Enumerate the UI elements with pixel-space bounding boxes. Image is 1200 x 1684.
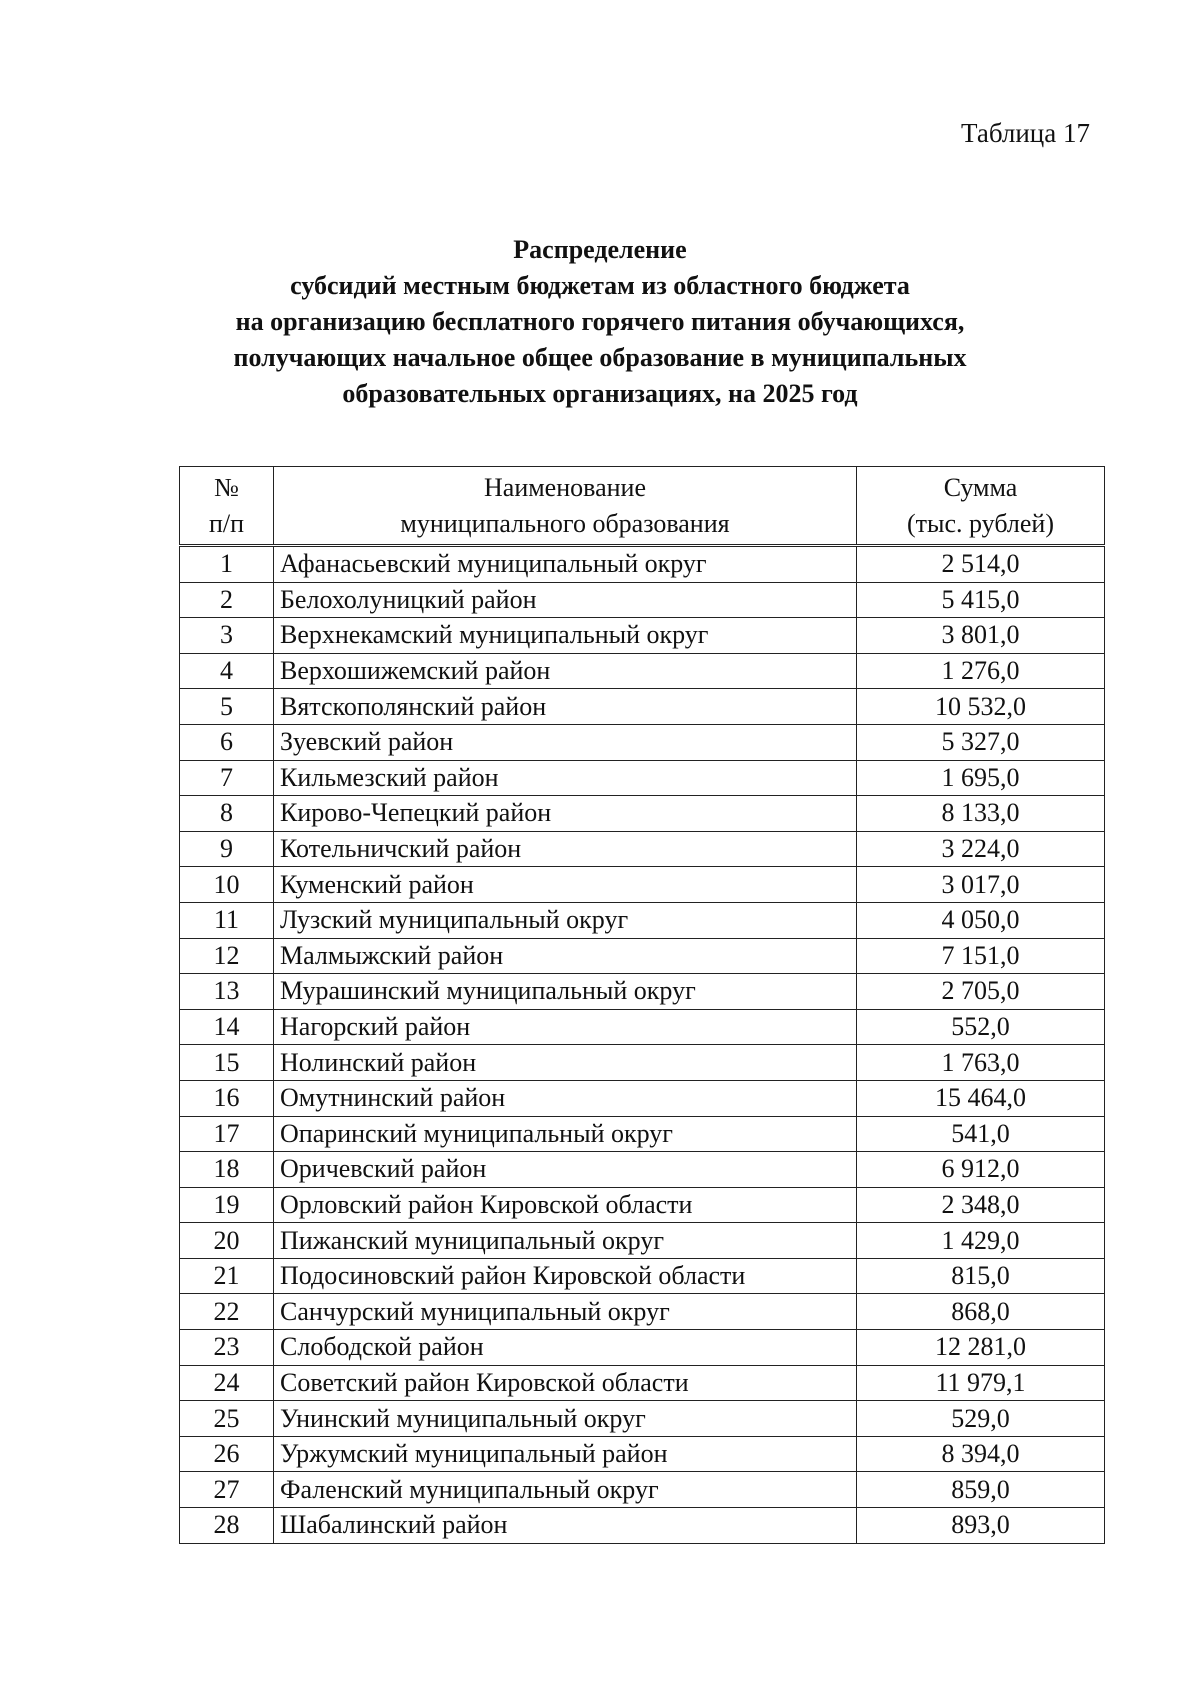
- table-row: [180, 1401, 1105, 1437]
- row-sum-cell: 12 281,0: [857, 1330, 1105, 1366]
- row-sum-cell: 3 017,0: [857, 867, 1105, 903]
- row-number-cell: 6: [180, 724, 274, 760]
- row-number-cell: 14: [180, 1009, 274, 1045]
- row-name-cell: Опаринский муниципальный округ: [274, 1116, 857, 1152]
- row-sum-cell: 552,0: [857, 1009, 1105, 1045]
- header-number: [180, 467, 274, 546]
- row-name-cell: Слободской район: [274, 1330, 857, 1366]
- row-sum-cell: 11 979,1: [857, 1365, 1105, 1401]
- row-number-cell: 26: [180, 1436, 274, 1472]
- row-name-cell: Оричевский район: [274, 1152, 857, 1188]
- table-row: [180, 796, 1105, 832]
- table-row: [180, 1152, 1105, 1188]
- row-name-cell: Вятскополянский район: [274, 689, 857, 725]
- row-number-cell: 9: [180, 831, 274, 867]
- row-sum-cell: 1 276,0: [857, 653, 1105, 689]
- table-row: [180, 618, 1105, 654]
- table-row: [180, 938, 1105, 974]
- table-row: [180, 974, 1105, 1010]
- row-sum-cell: 6 912,0: [857, 1152, 1105, 1188]
- table-row: [180, 689, 1105, 725]
- row-sum-cell: 1 695,0: [857, 760, 1105, 796]
- table-row: [180, 831, 1105, 867]
- header-row: [180, 467, 1105, 546]
- row-name-cell: Орловский район Кировской области: [274, 1187, 857, 1223]
- title-line-1: Распределение: [513, 235, 687, 264]
- row-number-cell: 24: [180, 1365, 274, 1401]
- row-sum-cell: 5 327,0: [857, 724, 1105, 760]
- row-name-cell: Котельничский район: [274, 831, 857, 867]
- table-row: [180, 902, 1105, 938]
- row-number-cell: 3: [180, 618, 274, 654]
- row-sum-cell: 3 224,0: [857, 831, 1105, 867]
- row-sum-cell: 10 532,0: [857, 689, 1105, 725]
- table-row: [180, 1258, 1105, 1294]
- table-row: [180, 1436, 1105, 1472]
- row-number-cell: 1: [180, 546, 274, 583]
- table-number-label: Таблица 17: [961, 118, 1090, 148]
- row-name-cell: Верхнекамский муниципальный округ: [274, 618, 857, 654]
- row-sum-cell: 868,0: [857, 1294, 1105, 1330]
- row-sum-cell: 15 464,0: [857, 1080, 1105, 1116]
- row-name-cell: Фаленский муниципальный округ: [274, 1472, 857, 1508]
- row-sum-cell: 1 763,0: [857, 1045, 1105, 1081]
- table-row: [180, 1187, 1105, 1223]
- row-sum-cell: 815,0: [857, 1258, 1105, 1294]
- row-number-cell: 11: [180, 902, 274, 938]
- row-sum-cell: 2 514,0: [857, 546, 1105, 583]
- row-sum-cell: 7 151,0: [857, 938, 1105, 974]
- row-number-cell: 21: [180, 1258, 274, 1294]
- document-title: [0, 232, 1200, 412]
- table-row: [180, 582, 1105, 618]
- row-number-cell: 4: [180, 653, 274, 689]
- subsidy-table: [179, 466, 1105, 1544]
- row-number-cell: 5: [180, 689, 274, 725]
- row-name-cell: Кирово-Чепецкий район: [274, 796, 857, 832]
- header-name: [274, 467, 857, 546]
- table-header: [180, 467, 1105, 546]
- row-name-cell: Уржумский муниципальный район: [274, 1436, 857, 1472]
- title-line-4: получающих начальное общее образование в муниципальных: [233, 343, 967, 372]
- row-name-cell: Белохолуницкий район: [274, 582, 857, 618]
- row-sum-cell: 541,0: [857, 1116, 1105, 1152]
- row-number-cell: 16: [180, 1080, 274, 1116]
- title-line-3: на организацию бесплатного горячего питания обучающихся,: [235, 307, 965, 336]
- row-number-cell: 17: [180, 1116, 274, 1152]
- row-name-cell: Верхошижемский район: [274, 653, 857, 689]
- header-sum: [857, 467, 1105, 546]
- row-name-cell: Зуевский район: [274, 724, 857, 760]
- row-name-cell: Афанасьевский муниципальный округ: [274, 546, 857, 583]
- table-row: [180, 1294, 1105, 1330]
- row-name-cell: Санчурский муниципальный округ: [274, 1294, 857, 1330]
- row-sum-cell: 5 415,0: [857, 582, 1105, 618]
- row-number-cell: 19: [180, 1187, 274, 1223]
- row-sum-cell: 8 133,0: [857, 796, 1105, 832]
- row-name-cell: Лузский муниципальный округ: [274, 902, 857, 938]
- row-name-cell: Малмыжский район: [274, 938, 857, 974]
- table-row: [180, 1508, 1105, 1544]
- header-name-line-2: муниципального образования: [400, 508, 730, 538]
- table-row: [180, 653, 1105, 689]
- row-name-cell: Нолинский район: [274, 1045, 857, 1081]
- row-sum-cell: 4 050,0: [857, 902, 1105, 938]
- header-number-line-1: №: [214, 472, 239, 502]
- row-sum-cell: 1 429,0: [857, 1223, 1105, 1259]
- table-row: [180, 546, 1105, 583]
- row-name-cell: Омутнинский район: [274, 1080, 857, 1116]
- header-sum-line-1: Сумма: [943, 472, 1018, 502]
- row-sum-cell: 8 394,0: [857, 1436, 1105, 1472]
- row-name-cell: Шабалинский район: [274, 1508, 857, 1544]
- table-row: [180, 1045, 1105, 1081]
- table-row: [180, 1116, 1105, 1152]
- table-row: [180, 1472, 1105, 1508]
- table-row: [180, 1223, 1105, 1259]
- row-number-cell: 12: [180, 938, 274, 974]
- row-number-cell: 20: [180, 1223, 274, 1259]
- row-number-cell: 22: [180, 1294, 274, 1330]
- row-name-cell: Нагорский район: [274, 1009, 857, 1045]
- row-sum-cell: 2 348,0: [857, 1187, 1105, 1223]
- header-name-line-1: Наименование: [484, 472, 646, 502]
- row-name-cell: Советский район Кировской области: [274, 1365, 857, 1401]
- row-sum-cell: 2 705,0: [857, 974, 1105, 1010]
- table-row: [180, 1330, 1105, 1366]
- title-line-5: образовательных организациях, на 2025 год: [342, 379, 858, 408]
- row-sum-cell: 859,0: [857, 1472, 1105, 1508]
- row-number-cell: 8: [180, 796, 274, 832]
- header-number-line-2: п/п: [208, 508, 245, 538]
- row-name-cell: Подосиновский район Кировской области: [274, 1258, 857, 1294]
- table-row: [180, 724, 1105, 760]
- table-row: [180, 1009, 1105, 1045]
- row-number-cell: 7: [180, 760, 274, 796]
- row-number-cell: 13: [180, 974, 274, 1010]
- row-number-cell: 10: [180, 867, 274, 903]
- title-line-2: субсидий местным бюджетам из областного бюджета: [290, 271, 910, 300]
- row-sum-cell: 3 801,0: [857, 618, 1105, 654]
- row-name-cell: Унинский муниципальный округ: [274, 1401, 857, 1437]
- table-row: [180, 867, 1105, 903]
- row-number-cell: 25: [180, 1401, 274, 1437]
- table-row: [180, 760, 1105, 796]
- row-name-cell: Мурашинский муниципальный округ: [274, 974, 857, 1010]
- table-row: [180, 1365, 1105, 1401]
- row-name-cell: Кильмезский район: [274, 760, 857, 796]
- row-sum-cell: 529,0: [857, 1401, 1105, 1437]
- row-number-cell: 28: [180, 1508, 274, 1544]
- header-sum-line-2: (тыс. рублей): [906, 508, 1054, 538]
- row-number-cell: 18: [180, 1152, 274, 1188]
- row-sum-cell: 893,0: [857, 1508, 1105, 1544]
- table-row: [180, 1080, 1105, 1116]
- row-number-cell: 2: [180, 582, 274, 618]
- row-number-cell: 23: [180, 1330, 274, 1366]
- row-number-cell: 27: [180, 1472, 274, 1508]
- row-name-cell: Куменский район: [274, 867, 857, 903]
- row-name-cell: Пижанский муниципальный округ: [274, 1223, 857, 1259]
- table-body: [180, 546, 1105, 1544]
- row-number-cell: 15: [180, 1045, 274, 1081]
